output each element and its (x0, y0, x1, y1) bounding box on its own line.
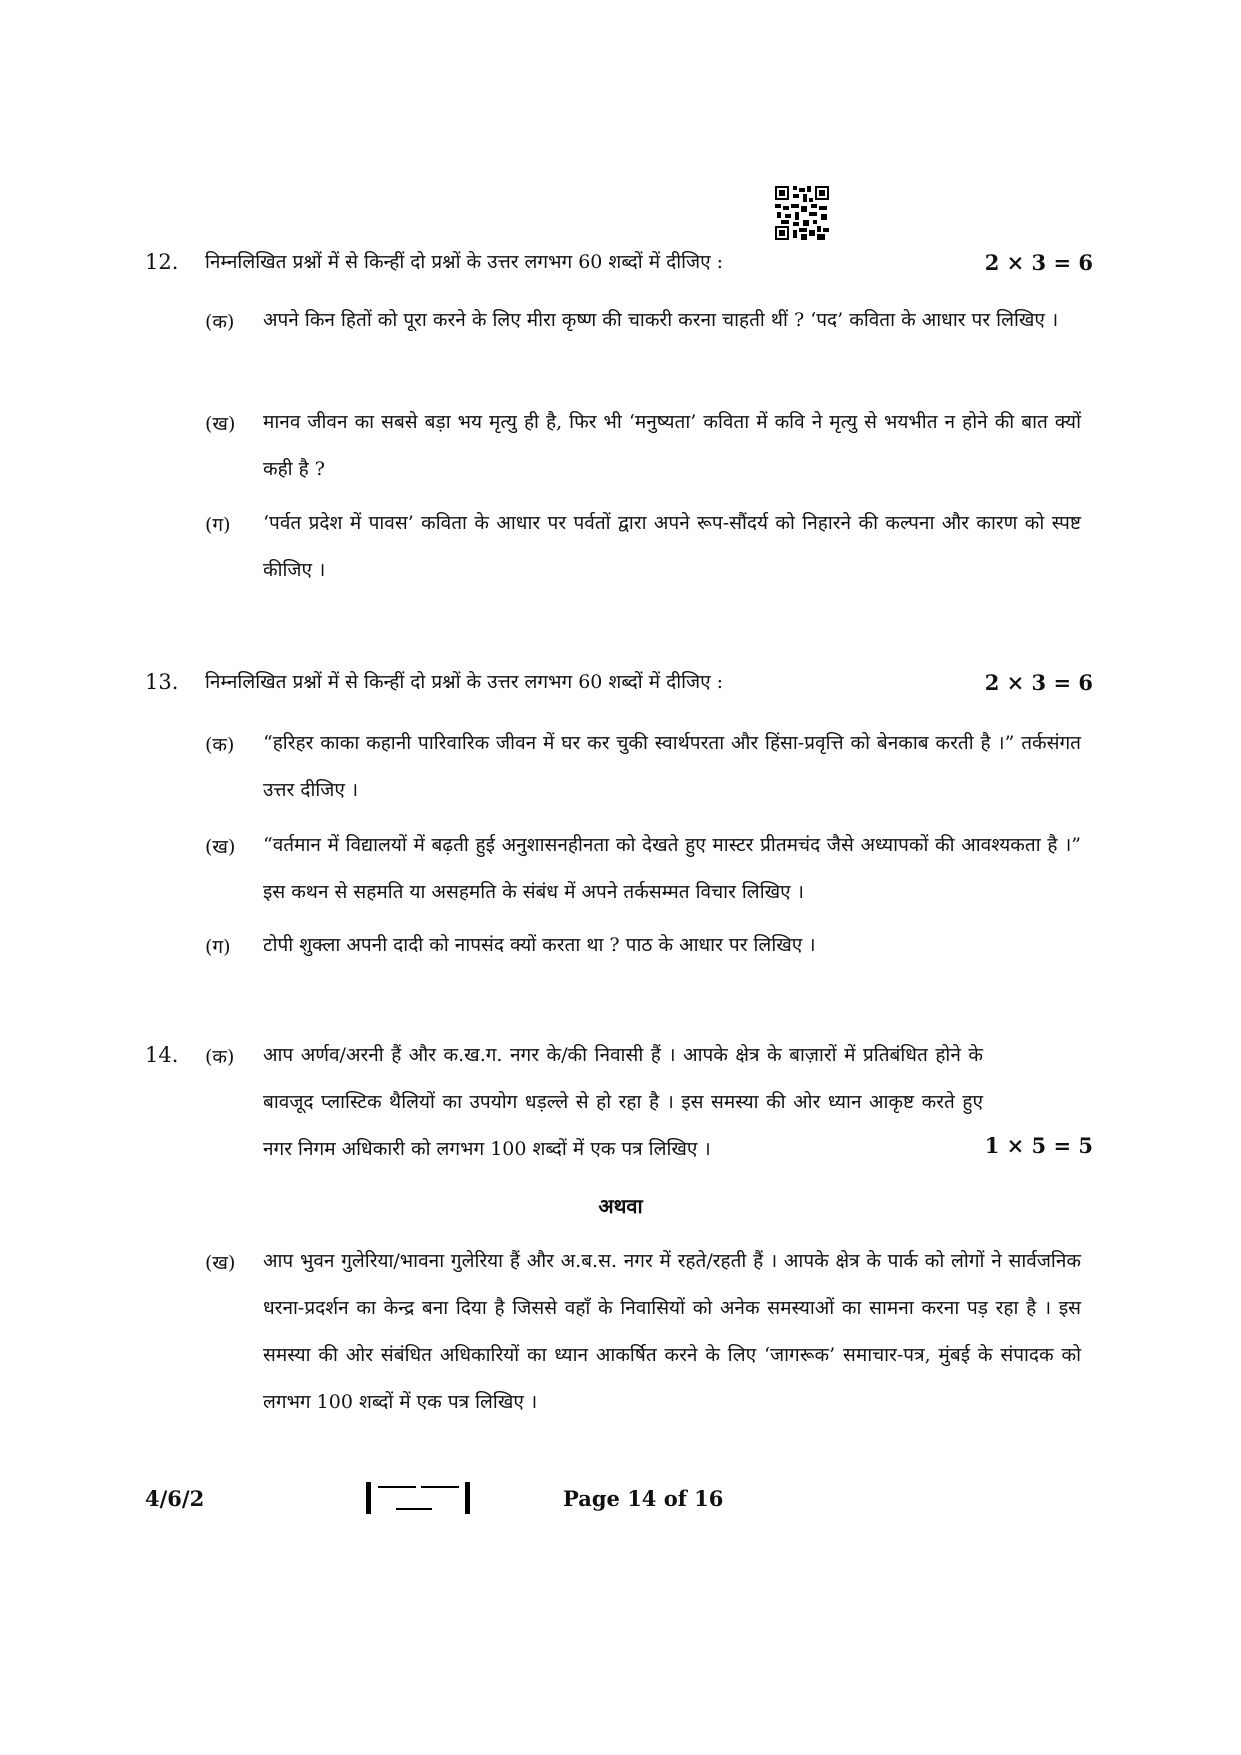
question-number: 14. (145, 1043, 179, 1067)
part-text: आप अर्णव/अरनी हैं और क.ख.ग. नगर के/की निवासी हैं । आपके क्षेत्र के बाज़ारों में प्रतिबंधित होने के बावजूद प्लास्टिक थैलियों का उपयोग धड़ल्ले से हो रहा है । इस समस्या की ओर ध्यान आकृष्ट करते हुए नगर निगम अधिकारी को लगभग 100 शब्दों में एक पत्र लिखिए । (263, 1044, 983, 1160)
part-text: “वर्तमान में विद्यालयों में बढ़ती हुई अनुशासनहीनता को देखते हुए मास्टर प्रीतमचंद जैसे अध्यापकों की आवश्यकता है ।” इस कथन से सहमति या असहमति के संबंध में अपने तर्कसम्मत विचार लिखिए । (263, 834, 1081, 903)
question-marks: 1 × 5 = 5 (984, 1133, 1093, 1158)
part-label: (ख) (205, 836, 236, 858)
part-label: (क) (205, 734, 235, 756)
part-text: “हरिहर काका कहानी पारिवारिक जीवन में घर कर चुकी स्वार्थपरता और हिंसा-प्रवृत्ति को बेनकाब करती है ।” तर्कसंगत उत्तर दीजिए । (263, 732, 1081, 801)
barcode-icon (366, 1482, 470, 1514)
part-label: (ख) (205, 413, 236, 435)
qr-code-icon (775, 186, 829, 240)
paper-code: 4/6/2 (145, 1486, 205, 1511)
part-text: आप भुवन गुलेरिया/भावना गुलेरिया हैं और अ.ब.स. नगर में रहते/रहती हैं । आपके क्षेत्र के पार्क को लोगों ने सार्वजनिक धरना-प्रदर्शन का केन्द्र बना दिया है जिससे वहाँ के निवासियों को अनेक समस्याओं का सामना करना पड़ रहा है । इस समस्या की ओर संबंधित अधिकारियों का ध्यान आकर्षित करने के लिए ‘जागरूक’ समाचार-पत्र, मुंबई के संपादक को लगभग 100 शब्दों में एक पत्र लिखिए । (263, 1250, 1081, 1413)
question-instruction: निम्नलिखित प्रश्नों में से किन्हीं दो प्रश्नों के उत्तर लगभग 60 शब्दों में दीजिए : (205, 251, 724, 273)
part-text: अपने किन हितों को पूरा करने के लिए मीरा कृष्ण की चाकरी करना चाहती थीं ? ‘पद’ कविता के आधार पर लिखिए । (263, 309, 1059, 331)
question-marks: 2 × 3 = 6 (984, 250, 1093, 275)
question-number: 13. (145, 670, 179, 694)
part-label: (ग) (205, 514, 231, 536)
part-label: (क) (205, 311, 235, 333)
part-label: (क) (205, 1046, 235, 1068)
part-text: मानव जीवन का सबसे बड़ा भय मृत्यु ही है, फिर भी ‘मनुष्यता’ कविता में कवि ने मृत्यु से भयभीत न होने की बात क्यों कही है ? (263, 411, 1081, 480)
or-label: अथवा (598, 1194, 643, 1218)
part-text: टोपी शुक्ला अपनी दादी को नापसंद क्यों करता था ? पाठ के आधार पर लिखिए । (263, 934, 816, 956)
page-number: Page 14 of 16 (563, 1486, 724, 1511)
question-instruction: निम्नलिखित प्रश्नों में से किन्हीं दो प्रश्नों के उत्तर लगभग 60 शब्दों में दीजिए : (205, 671, 724, 693)
question-marks: 2 × 3 = 6 (984, 670, 1093, 695)
part-label: (ग) (205, 936, 231, 958)
part-text: ‘पर्वत प्रदेश में पावस’ कविता के आधार पर पर्वतों द्वारा अपने रूप-सौंदर्य को निहारने की कल्पना और कारण को स्पष्ट कीजिए । (263, 512, 1081, 581)
part-label: (ख) (205, 1252, 236, 1274)
question-number: 12. (145, 250, 179, 274)
